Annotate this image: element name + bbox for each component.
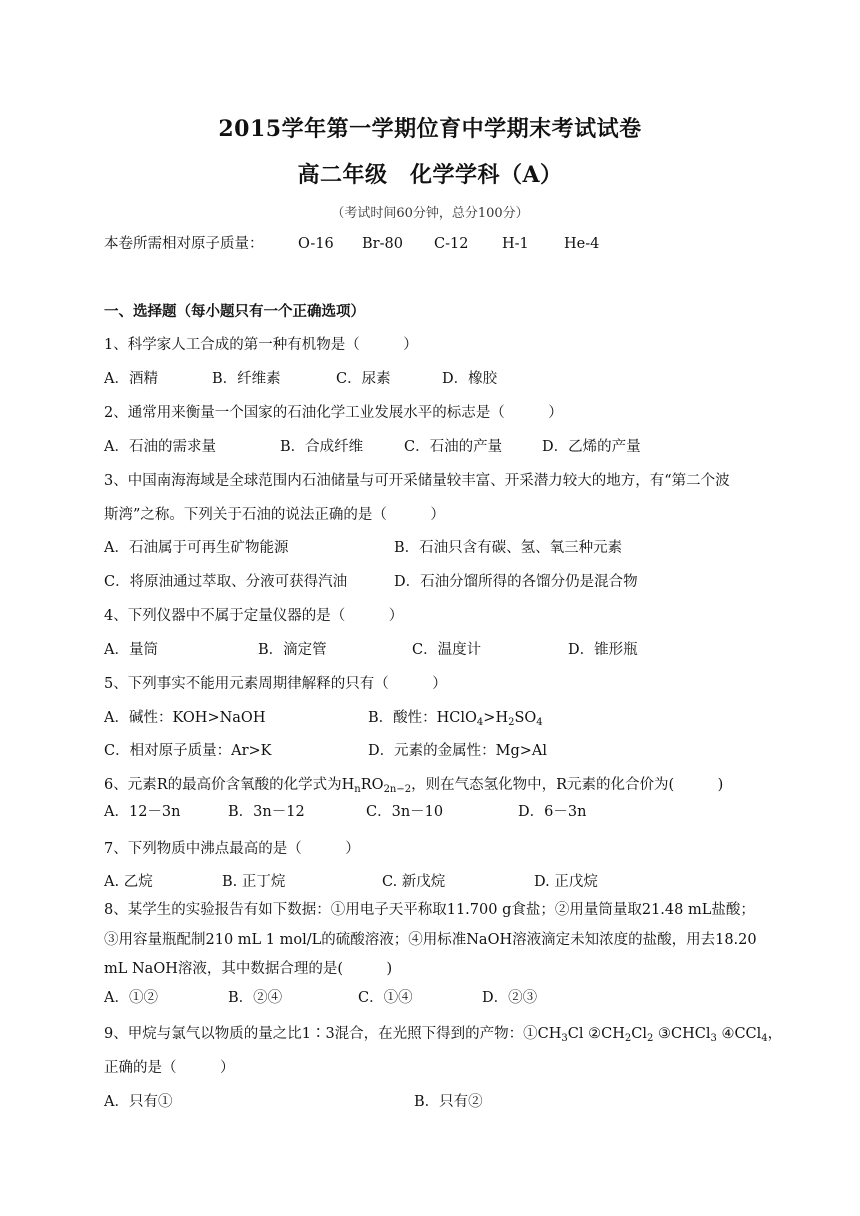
option-d: D．橡胶 <box>442 371 498 387</box>
option-c: C．石油的产量 <box>404 439 503 455</box>
question-6-options <box>104 802 784 822</box>
question-7-stem: 7、下列物质中沸点最高的是（ ） <box>104 841 360 857</box>
atomic-mass-line <box>104 234 784 254</box>
question-9-options <box>104 1092 784 1112</box>
option-b: B．②④ <box>228 990 283 1006</box>
option-a: A．量筒 <box>104 642 158 658</box>
option-b: B．只有② <box>414 1094 483 1110</box>
option-d: D. 正戊烷 <box>534 874 598 890</box>
question-3-options-row1 <box>104 538 784 558</box>
question-6-stem: 6、元素R的最高价含氧酸的化学式为$H_nRO_{2n-2}$，则在气态氢化物中，R元素的化合价为( ) <box>104 777 724 795</box>
question-5-options-row2 <box>104 741 784 761</box>
option-b: B．石油只含有碳、氢、氧三种元素 <box>394 540 623 556</box>
question-3-options-row2 <box>104 572 784 592</box>
option-a: A．12－3n <box>104 804 181 820</box>
atomic-mass-he: He-4 <box>564 236 600 252</box>
question-8-line3: mL NaOH溶液，其中数据合理的是( ) <box>104 961 393 977</box>
option-a: A．①② <box>104 990 158 1006</box>
question-4-options <box>104 640 784 660</box>
option-d: D．6－3n <box>518 804 587 820</box>
section-heading: 一、选择题（每小题只有一个正确选项） <box>104 303 365 320</box>
option-a: A．酒精 <box>104 371 158 387</box>
atomic-mass-c: C-12 <box>434 236 469 252</box>
option-a: A．石油的需求量 <box>104 439 216 455</box>
option-c: C. 新戊烷 <box>382 874 446 890</box>
option-c: C．相对原子质量：Ar>K <box>104 743 272 759</box>
atomic-mass-br: Br-80 <box>362 236 403 252</box>
atomic-mass-h: H-1 <box>502 236 529 252</box>
option-d: D．乙烯的产量 <box>542 439 641 455</box>
option-d: D．②③ <box>482 990 538 1006</box>
option-c: C．温度计 <box>412 642 482 658</box>
question-3-stem-line2: 斯湾”之称。下列关于石油的说法正确的是（ ） <box>104 507 445 523</box>
option-b: B. 正丁烷 <box>222 874 286 890</box>
question-5-stem: 5、下列事实不能用元素周期律解释的只有（ ） <box>104 676 447 692</box>
question-4-stem: 4、下列仪器中不属于定量仪器的是（ ） <box>104 608 404 624</box>
question-5-options-row1 <box>104 708 784 728</box>
option-b: B．酸性：$HClO_4>H_2SO_4$ <box>368 710 543 728</box>
question-3-stem-line1: 3、中国南海海域是全球范围内石油储量与可开采储量较丰富、开采潜力较大的地方，有“第二个波 <box>104 473 730 489</box>
option-b: B．滴定管 <box>258 642 327 658</box>
option-d: D．石油分馏所得的各馏分仍是混合物 <box>394 574 638 590</box>
question-8-options <box>104 988 784 1008</box>
atomic-mass-label: 本卷所需相对原子质量： <box>104 236 264 252</box>
question-8-line2: ③用容量瓶配制210 mL 1 mol/L的硫酸溶液；④用标准NaOH溶液滴定未知浓度的盐酸，用去18.20 <box>104 932 757 948</box>
exam-info: （考试时间60分钟，总分100分） <box>331 206 529 221</box>
option-b: B．3n－12 <box>228 804 305 820</box>
option-a: A．只有① <box>104 1094 173 1110</box>
option-c: C．①④ <box>358 990 413 1006</box>
question-9-line1: 9、甲烷与氯气以物质的量之比1∶3混合，在光照下得到的产物：$①CH_3Cl$ $②CH_2Cl_2$ ③CHCl$_3$ ④CCl$_4$， <box>104 1026 783 1044</box>
option-d: D．元素的金属性：Mg>Al <box>368 743 548 759</box>
option-c: C．将原油通过萃取、分液可获得汽油 <box>104 574 348 590</box>
question-2-options <box>104 437 784 457</box>
option-c: C．尿素 <box>336 371 391 387</box>
option-b: B．纤维素 <box>212 371 281 387</box>
question-7-options <box>104 872 784 892</box>
question-2-stem: 2、通常用来衡量一个国家的石油化学工业发展水平的标志是（ ） <box>104 405 563 421</box>
option-b: B．合成纤维 <box>280 439 364 455</box>
atomic-mass-o: O-16 <box>298 236 334 252</box>
option-d: D．锥形瓶 <box>568 642 638 658</box>
question-1-options <box>104 369 784 389</box>
exam-subtitle: 高二年级 化学学科（A） <box>297 162 563 188</box>
option-a: A．碱性：KOH>NaOH <box>104 710 266 726</box>
option-a: A. 乙烷 <box>104 874 153 890</box>
question-1-stem: 1、科学家人工合成的第一种有机物是（ ） <box>104 337 418 353</box>
option-a: A．石油属于可再生矿物能源 <box>104 540 289 556</box>
question-9-line2: 正确的是（ ） <box>104 1060 235 1076</box>
exam-title: 2015学年第一学期位育中学期末考试试卷 <box>218 116 642 142</box>
question-8-line1: 8、某学生的实验报告有如下数据：①用电子天平称取11.700 g食盐；②用量筒量取21.48 mL盐酸； <box>104 902 755 918</box>
option-c: C．3n－10 <box>366 804 444 820</box>
